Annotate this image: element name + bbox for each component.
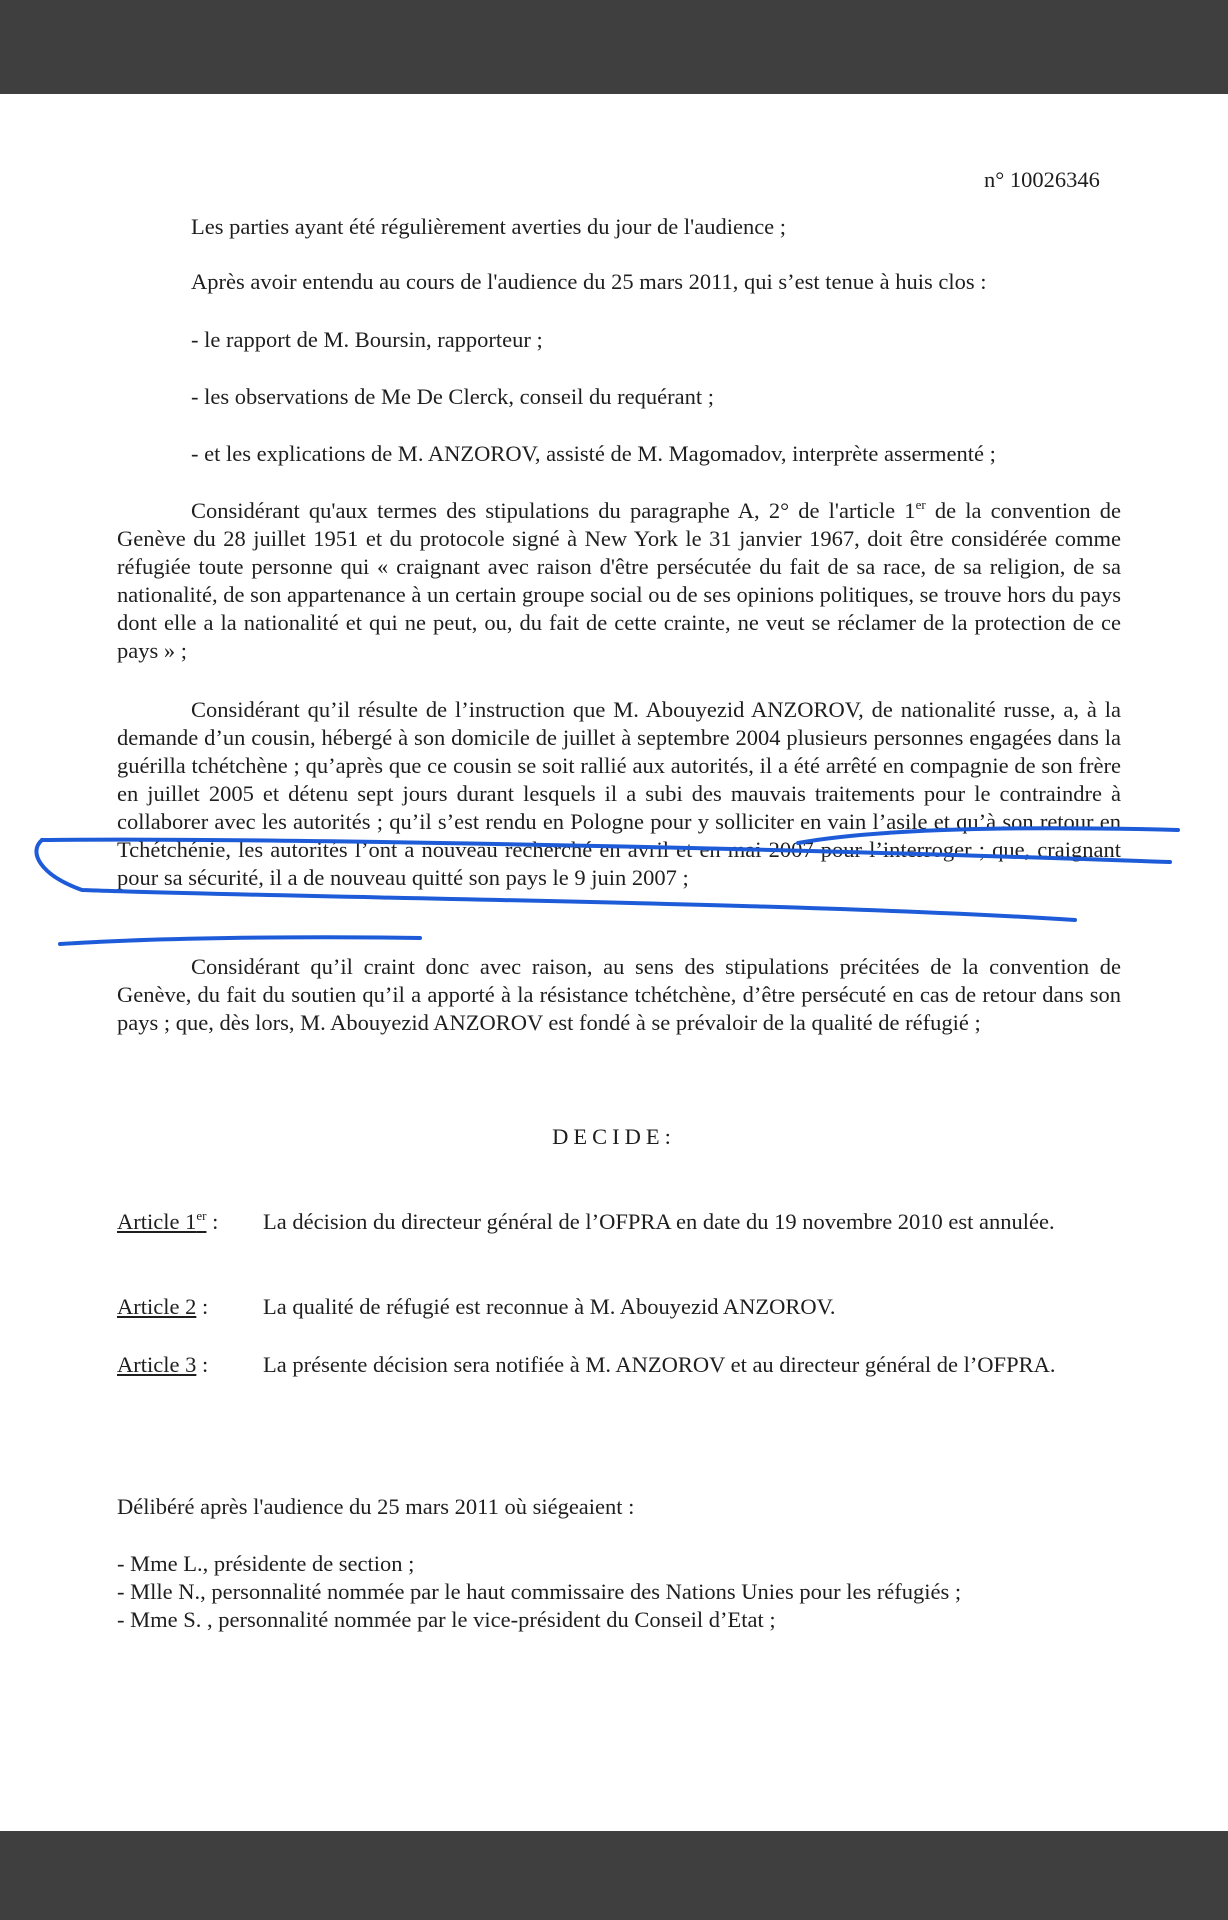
- top-bar: [0, 0, 1228, 94]
- member-presidente: - Mme L., présidente de section ;: [117, 1551, 415, 1576]
- considerant-1-start: Considérant qu'aux termes des stipulations du paragraphe A, 2° de l'article 1: [191, 498, 916, 523]
- article-1-text: La décision du directeur général de l’OFPRA en date du 19 novembre 2010 est annulée.: [263, 1209, 1055, 1234]
- article-2: [117, 1293, 1121, 1321]
- article-3: [117, 1351, 1121, 1379]
- paragraph-parties: Les parties ayant été régulièrement averties du jour de l'audience ;: [191, 214, 787, 239]
- document-number: n° 10026346: [984, 167, 1100, 192]
- member-hcr: - Mlle N., personnalité nommée par le haut commissaire des Nations Unies pour les réfugiés ;: [117, 1579, 962, 1604]
- list-item-rapporteur: - le rapport de M. Boursin, rapporteur ;: [191, 327, 543, 352]
- paragraph-considerant-2: Considérant qu’il résulte de l’instruction que M. Abouyezid ANZOROV, de nationalité russe, a, à la demande d’un cousin, hébergé à son domicile de juillet à septembre 2004 plusieurs personnes engagées dans la guérilla tchétchène ; qu’après que ce cousin se soit rallié aux autorités, il a été arrêté en compagnie de son frère en juillet 2005 et détenu sept jours durant lesquels il a subi des mauvais traitements pour le contraindre à collaborer avec les autorités ; qu’il s’est rendu en Pologne pour y solliciter en vain l’asile et qu’à son retour en Tchétchénie, les autorités l’ont à nouveau recherché en avril et en mai 2007 pour l’interroger ; que, craignant pour sa sécurité, il a de nouveau quitté son pays le 9 juin 2007 ;: [117, 697, 1121, 890]
- paragraph-audience: Après avoir entendu au cours de l'audience du 25 mars 2011, qui s’est tenue à huis clos :: [191, 269, 987, 294]
- decide-heading: DECIDE:: [552, 1124, 676, 1149]
- paragraph-considerant-3: Considérant qu’il craint donc avec raison, au sens des stipulations précitées de la convention de Genève, du fait du soutien qu’il a apporté à la résistance tchétchène, d’être persécuté en cas de retour dans son pays ; que, dès lors, M. Abouyezid ANZOROV est fondé à se prévaloir de la qualité de réfugié ;: [117, 954, 1121, 1035]
- considerant-1-end: de la convention de Genève du 28 juillet 1951 et du protocole signé à New York le 31 janvier 1967, doit être considérée comme réfugiée toute personne qui « craignant avec raison d'être persécutée du fait de sa race, de sa religion, de sa nationalité, de son appartenance à un certain groupe social ou de ses opinions politiques, se trouve hors du pays dont elle a la nationalité et qui ne peut, ou, du fait de cette crainte, ne veut se réclamer de la protection de ce pays » ;: [117, 498, 1121, 663]
- pen-stroke-4: [60, 937, 420, 944]
- article-1-label: Article 1er :: [117, 1208, 219, 1234]
- article-1: [117, 1208, 1121, 1236]
- list-item-conseil: - les observations de Me De Clerck, conseil du requérant ;: [191, 384, 714, 409]
- article-2-text: La qualité de réfugié est reconnue à M. Abouyezid ANZOROV.: [263, 1294, 836, 1319]
- article-3-text: La présente décision sera notifiée à M. ANZOROV et au directeur général de l’OFPRA.: [263, 1352, 1056, 1377]
- article-3-label: Article 3 :: [117, 1352, 209, 1377]
- paragraph-considerant-1: [117, 497, 1121, 665]
- article-2-label: Article 2 :: [117, 1294, 209, 1319]
- considerant-1-sup: er: [915, 497, 926, 512]
- deliberation-intro: Délibéré après l'audience du 25 mars 2011 où siégeaient :: [117, 1494, 635, 1519]
- bottom-bar: [0, 1831, 1228, 1920]
- member-conseil-etat: - Mme S. , personnalité nommée par le vice-président du Conseil d’Etat ;: [117, 1607, 776, 1632]
- list-item-interprete: - et les explications de M. ANZOROV, assisté de M. Magomadov, interprète assermenté ;: [191, 441, 996, 466]
